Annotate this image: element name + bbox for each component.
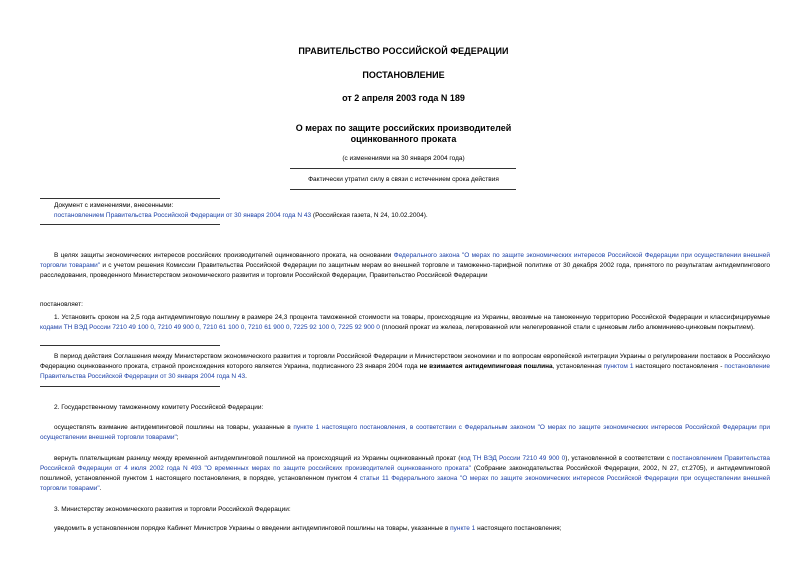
paragraph-3a [40,524,770,534]
paragraph-text: . [245,373,247,380]
doc-type-heading: ПОСТАНОВЛЕНИЕ [362,70,445,80]
paragraph-text: (плоский прокат из железа, легированной или нелегированной стали с цинковым либо алюминиево-цинковым покрытием). [379,324,755,331]
federal-law-link[interactable]: Федерального закона "О мерах по защите экономических интересов Российской Федерации при осуществлении внешней торговли товарами" [40,252,770,269]
paragraph-text: ; [176,434,179,441]
paragraph-text: вернуть плательщикам разницу между временной антидемпинговой пошлиной на происходящий из Украины оцинкованный прокат ( [54,455,461,462]
amendments-note: (с изменениями на 30 января 2004 года) [342,155,465,162]
paragraph-text: уведомить в установленном порядке Кабинет Министров Украины о введении антидемпинговой пошлины на товары, указанные в [54,525,451,532]
resolution-493-link[interactable]: постановлением Правительства Российской Федерации от 4 июля 2002 года N 493 "О временных мерах по защите российских производителей оцинкованного проката" [40,455,770,472]
divider [290,168,516,169]
tnved-code-link[interactable]: код ТН ВЭД России 7210 49 900 0 [460,455,566,462]
divider [40,224,220,225]
divider [40,345,220,346]
paragraph-1-note [40,352,770,382]
changes-intro: Документ с изменениями, внесенными: [54,202,174,209]
paragraph-text: осуществлять взимание антидемпинговой пошлины на товары, указанные в [54,424,294,431]
paragraph-2a [40,423,770,443]
preamble-text: В целях защиты экономических интересов российских производителей оцинкованного проката, на основании [54,252,394,259]
paragraph-2b [40,454,770,494]
article-11-link[interactable]: статьи 11 Федерального закона "О мерах по защите экономических интересов Российской Федерации при осуществлении внешней торговли товарами" [40,475,770,492]
paragraph-text: В период действия Соглашения между Министерством экономического развития и торговли Российской Федерации и Министерством экономики и по вопросам европейской интеграции Украины о регулировании поставок в Российскую Федерацию оцинкованного проката, страной происхождения которого является Украина, подписанного 23 января 2004 года [40,353,770,370]
changes-source: (Российская газета, N 24, 10.02.2004). [311,212,428,219]
paragraph-text: , установленная [552,363,604,370]
point-1-link-2[interactable]: пункте 1 [450,525,476,532]
resolves-line: постановляет: [40,301,83,308]
paragraph-1 [40,313,770,333]
title-line-1: О мерах по защите российских производителей [295,123,512,133]
paragraph-3: 3. Министерству экономического развития и торговли Российской Федерации: [54,506,291,513]
divider [40,198,220,199]
preamble-paragraph [40,251,770,281]
preamble-text: и с учетом решения Комиссии Правительства Российской Федерации по защитным мерам во внешней торговле и таможенно-тарифной политике от 30 декабря 2002 года, принятого по результатам антидемпингового расследования, проведенного Министерством экономического развития и торговли Российской Федерации, Правительство Российской Федерации [40,262,770,279]
paragraph-text: . [99,485,102,492]
divider [40,386,220,387]
divider [290,189,516,190]
point-1-link[interactable]: пунктом 1 [603,363,634,370]
date-number-heading: от 2 апреля 2003 года N 189 [342,93,465,103]
paragraph-text: 1. Установить сроком на 2,5 года антидемпинговую пошлину в размере 24,3 процента таможенной стоимости на товары, происходящие из Украины, ввозимые на таможенную территорию Российской Федерации и классифицируемые [54,314,770,321]
government-heading: ПРАВИТЕЛЬСТВО РОССИЙСКОЙ ФЕДЕРАЦИИ [298,46,509,56]
document-title [0,123,807,145]
paragraph-text: ), установленной в соответствии с [565,455,672,462]
tnved-codes-link[interactable]: кодами ТН ВЭД России 7210 49 100 0, 7210 49 900 0, 7210 61 100 0, 7210 61 900 0, 7225 92 100 0, 7225 92 900 0 [40,324,380,331]
emphasis-text: не взимается антидемпинговая пошлина [419,363,553,370]
amendment-link[interactable]: постановлением Правительства Российской Федерации от 30 января 2004 года N 43 [54,212,312,219]
lost-force-note: Фактически утратил силу в связи с истечением срока действия [308,176,499,183]
paragraph-text: настоящего постановления; [475,525,562,532]
paragraph-text: (Собрание законодательства Российской Федерации, 2002, N 27, ст.2705), и антидемпинговой пошлиной, установленной пунктом 1 настоящего постановления, в порядке, установленном пунктом 4 [40,465,770,482]
title-line-2: оцинкованного проката [350,134,457,144]
federal-law-link-2[interactable]: пункте 1 настоящего постановления, в соответствии с Федеральным законом "О мерах по защите экономических интересов Российской Федерации при осуществлении внешней торговли товарами" [40,424,771,441]
changes-line [54,211,754,221]
paragraph-text: настоящего постановления - [633,363,725,370]
resolution-43-link[interactable]: постановление Правительства Российской Федерации от 30 января 2004 года N 43 [40,363,770,380]
changes-block [54,201,754,221]
paragraph-2: 2. Государственному таможенному комитету Российской Федерации: [54,404,264,411]
